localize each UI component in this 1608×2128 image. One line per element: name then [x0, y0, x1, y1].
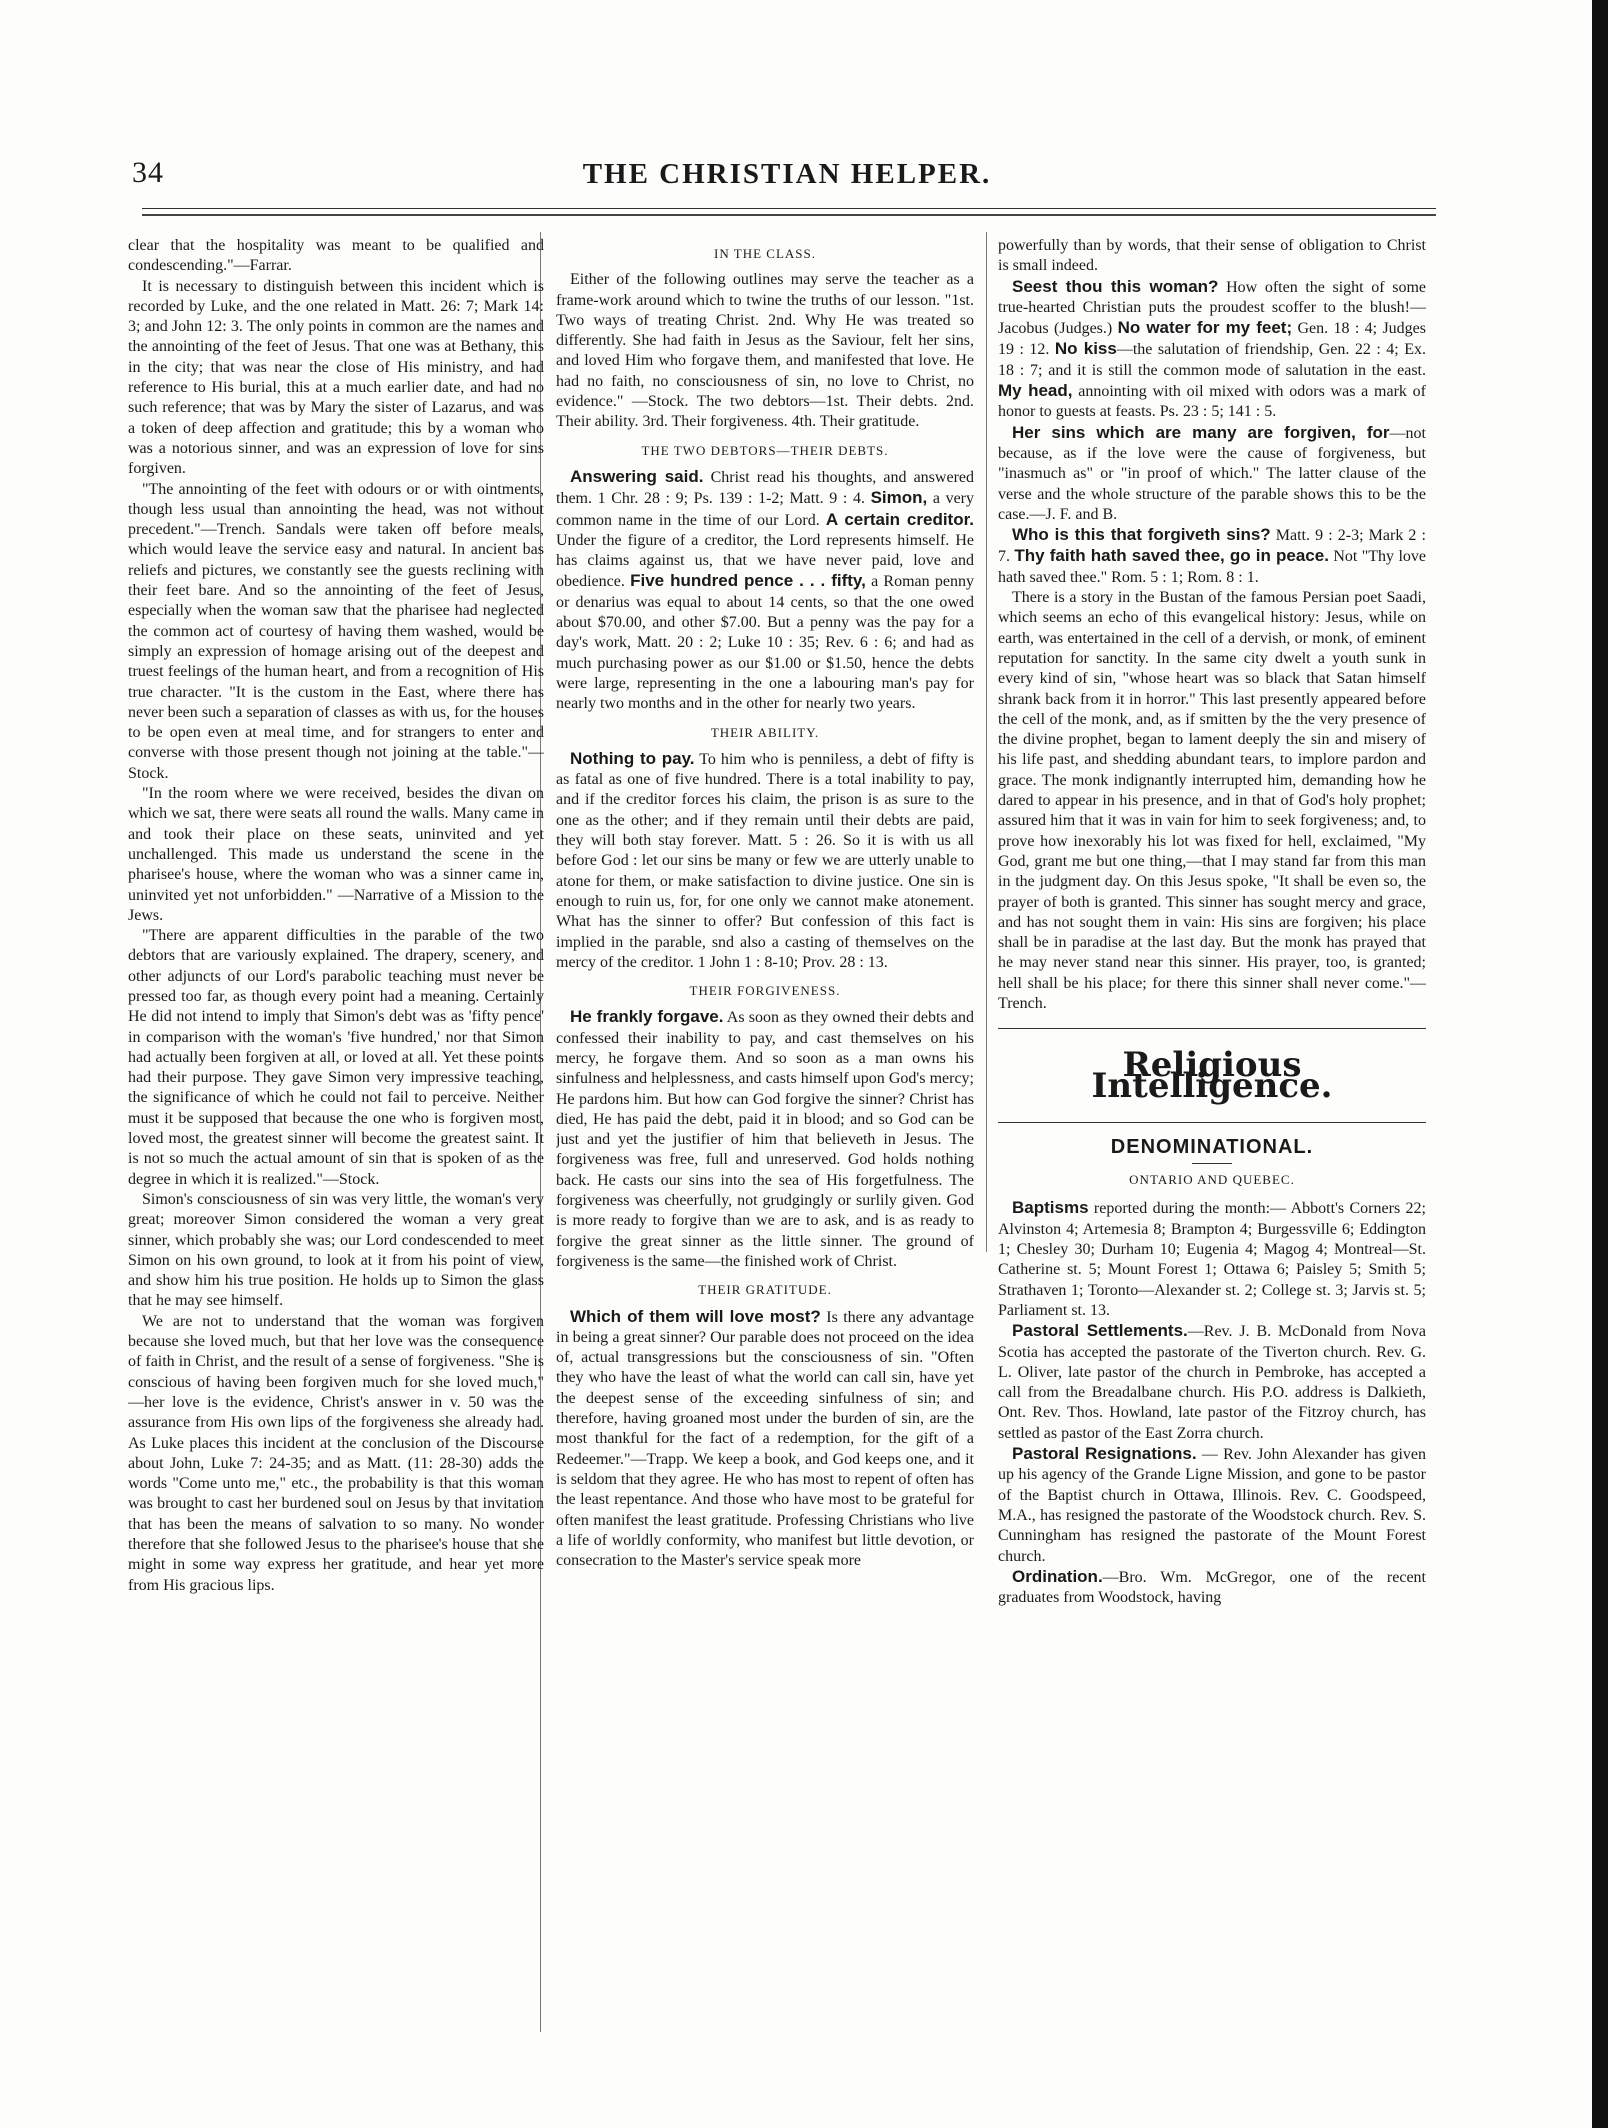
- column-2: [556, 236, 974, 2066]
- paragraph: There is a story in the Bustan of the famous Persian poet Saadi, which seems an echo of this evangelical history: Jesus, while on earth, was entertained in the cell of a dervish, or monk, of eminent reputation for sanctity. In the same city dwelt a youth sunk in every kind of sin, "whose heart was so black that Satan himself shrank back from it in horror." This last presently appeared before the cell of the monk, and, as if smitten by the the very presence of the divine prophet, began to lament deeply the sin and misery of his life past, and shedding abundant tears, to implore pardon and grace. The monk indignantly interrupted him, demanding how he dared to appear in his presence, and in that of God's holy prophet; assured him that it was in vain for him to seek forgiveness; and, to prove how inexorably his lot was fixed for hell, exclaimed, "My God, grant me but one thing,—that I may stand far from this man in the judgment day. On this Jesus spoke, "It shall be even so, the prayer of both is granted. This sinner has sought mercy and grace, and has not sought them in vain: His sins are forgiven; his place shall be in paradise at the last day. But the monk has prayed that he may never stand near this sinner. His prayer, too, is granted; hell shall be his place; for there this sinner shall never come."—Trench.: [998, 589, 1426, 1012]
- lead-phrase: Answering said.: [570, 466, 704, 486]
- paragraph: "There are apparent difficulties in the parable of the two debtors that are variously explained. The drapery, scenery, and other adjuncts of our Lord's parabolic teaching must never be pressed too far, as though every point had a meaning. Certainly He did not intend to imply that Simon's debt was as 'fifty pence' in comparison with the woman's 'five hundred,' nor that Simon had actually been forgiven at all, or loved at all. Yet these points had their purpose. They gave Simon very impressive teaching, the significance of which he could not fail to perceive. Neither must it be supposed that because the one who is forgiven most, loved most, the greatest sinner will become the greatest saint. It is not so much the actual amount of sin that is spoken of as the degree in which it is realized."—Stock.: [128, 927, 544, 1188]
- paragraph: [998, 423, 1426, 525]
- lead-phrase: Nothing to pay.: [570, 748, 695, 768]
- page-header: [132, 156, 1442, 196]
- lead-phrase: Thy faith hath saved thee, go in peace.: [1014, 546, 1329, 566]
- paragraph: It is necessary to distinguish between this incident which is recorded by Luke, and the one related in Matt. 26: 7; Mark 14: 3; and John 12: 3. The only points in common are the names and the annointing of the feet of Jesus. That one was at Bethany, this in the city; that was near the close of His ministry, and had reference to His burial, this at a much earlier date, and had no such reference; that was by Mary the sister of Lazarus, and was a token of deep affection and gratitude; this by a woman who was a notorious sinner, and was an expression of love for sins forgiven.: [128, 277, 544, 478]
- region-heading: ONTARIO AND QUEBEC.: [1129, 1172, 1295, 1188]
- text-run: — Rev. John Alexander has given up his agency of the Grande Ligne Mission, and gone to be pastor of the Baptist church in Ottawa, Illinois. Rev. C. Goodspeed, M.A., has resigned the pastorate of the Woodstock church. Rev. S. Cunningham has resigned the pastorate of the Mount Forest church.: [998, 1446, 1426, 1565]
- lead-phrase: No kiss: [1054, 339, 1117, 359]
- text-run: —the salutation of friendship, Gen. 22 : 4; Ex. 18 : 7; and it is still the common mode of salutation in the east.: [998, 341, 1426, 379]
- paragraph: [556, 749, 974, 973]
- text-run: —Bro. Wm. McGregor, one of the recent graduates from Woodstock, having: [998, 1568, 1426, 1607]
- paragraph: "The annointing of the feet with odours or or with ointments, though less usual than annointing the head, was not without precedent."—Trench. Sandals were taken off before meals, which would leave the service easy and natural. In ancient bas reliefs and pictures, we constantly see the guests reclining with their feet bare. And so the annointing of the feet of Jesus, especially when the woman saw that the pharisee had neglected the common act of courtesy of having them washed, would be simply an expression of homage arising out of the deepest and truest feelings of the human heart, and from a recognition of His true character. "It is the custom in the East, where there has never been such a separation of classes as with us, for the houses to be open even at meal time, and for strangers to enter and converse with those present though not joining at the table."—Stock.: [128, 480, 544, 782]
- scan-edge: [1592, 0, 1608, 2128]
- subsection-heading: DENOMINATIONAL.: [1110, 1135, 1314, 1158]
- lead-phrase: Her sins which are many are forgiven, for: [1012, 422, 1390, 442]
- text-run: Not "Thy love hath saved thee." Rom. 5 : 1; Rom. 8 : 1.: [998, 548, 1426, 586]
- text-run: —not because, as if the love were the cause of forgiveness, but "inasmuch as" or "in proof of which." The latter clause of the verse and the whole structure of the parable shows this to be the case.—J. F. and B.: [998, 424, 1426, 523]
- lead-phrase: He frankly forgave.: [570, 1007, 724, 1027]
- lead-phrase: Simon,: [870, 488, 928, 508]
- paragraph: [998, 1198, 1426, 1321]
- paragraph: [998, 1444, 1426, 1567]
- paragraph: [998, 1321, 1426, 1444]
- text-run: Gen. 18 : 4; Judges 19 : 12.: [998, 320, 1426, 359]
- paragraph: powerfully than by words, that their sense of obligation to Christ is small indeed.: [998, 237, 1426, 275]
- paragraph: [998, 277, 1426, 423]
- lead-phrase: Baptisms: [1012, 1198, 1089, 1218]
- text-run: reported during the month:— Abbott's Corners 22; Alvinston 4; Artemesia 8; Brampton 4; Burgessville 6; Eddington 1; Chesley 30; Durham 10; Eugenia 4; Magog 4; Montreal—St. Catherine st. 5; Mount Forest 1; Ottawa 6; Paisley 5; Smith 5; Strathaven 1; Toronto—Alexander st. 2; College st. 3; Jarvis st. 5; Parliament st. 13.: [998, 1200, 1426, 1319]
- lead-phrase: Ordination.: [1012, 1566, 1103, 1586]
- text-run: To him who is penniless, a debt of fifty is as fatal as one of five hundred. There is a total inability to pay, and if the creditor forces his claim, the prison is as sure to the one as the other; and if they remain until their debts are paid, they will both stay forever. Matt. 5 : 26. So it is with us all before God : let our sins be many or few we are utterly unable to atone for them, or make satisfaction to divine justice. One sin is enough to ruin us, for, for one only we cannot make atonement. What has the sinner to offer? But confession of this fact is implied in the parable, snd also a casting of themselves on the mercy of the creditor. 1 John 1 : 8-10; Prov. 28 : 13.: [556, 750, 974, 971]
- lead-phrase: Who is this that forgiveth sins?: [1012, 525, 1271, 545]
- paragraph: [556, 1007, 974, 1272]
- running-title: THE CHRISTIAN HELPER.: [582, 158, 992, 190]
- section-heading: THE TWO DEBTORS—THEIR DEBTS.: [641, 442, 889, 458]
- text-run: Is there any advantage in being a great sinner? Our parable does not proceed on the idea of, actual transgressions but the consciousness of sin. "Often they who have the least of what the world can call sin, have yet the deepest sense of the exceeding sinfulness of sin; and therefore, having groaned most under the burden of sin, are the most thankful for the fact of a redemption, for the gift of a Redeemer."—Trapp. We keep a book, and God keeps one, and it is seldom that they agree. He who has most to repent of often has the least repentance. And those who have most to be grateful for often manifest the least gratitude. Professing Christians who live a life of worldly conformity, who manifest but little devotion, or consecration to the Master's service speak more: [556, 1308, 974, 1570]
- header-rule-double: [142, 214, 1436, 216]
- paragraph: [556, 467, 974, 715]
- paragraph: [556, 1307, 974, 1572]
- lead-phrase: My head,: [998, 381, 1073, 401]
- section-heading: THEIR FORGIVENESS.: [689, 983, 841, 999]
- lead-phrase: No water for my feet;: [1117, 318, 1293, 338]
- column-1: [128, 236, 544, 2066]
- paragraph: clear that the hospitality was meant to be qualified and condescending."—Farrar.: [128, 237, 544, 275]
- section-rule: [998, 1122, 1426, 1123]
- paragraph: [998, 525, 1426, 588]
- text-run: a Roman penny or denarius was equal to about 14 cents, so that the one owed about $70.00, and other $7.00. But a penny was the pay for a day's work, Matt. 20 : 2; Luke 10 : 35; Rev. 6 : 6; and had as much purchasing power as our $1.00 or $1.50, hence the debts were large, representing in the one a labouring man's pay for nearly two months and in the other for nearly two years.: [556, 573, 974, 713]
- lead-phrase: Seest thou this woman?: [1012, 276, 1219, 296]
- text-run: a very common name in the time of our Lord.: [556, 490, 974, 529]
- text-run: As soon as they owned their debts and confessed their inability to pay, and cast themselves on his mercy, he forgave them. And so soon as a man owns his sinfulness and helplessness, and casts himself upon God's mercy; He pardons him. But how can God forgive the sinner? Christ has died, He has paid the debt, paid it in blood; and so God can be just and yet the justifier of him that believeth in Jesus. The forgiveness was free, full and unreserved. God holds nothing back. He casts our sins into the sea of His forgetfulness. The forgiveness was cheerfully, not grudgingly or surlily given. God is more ready to forgive than we are to ask, and is as ready to forgive the great sinner as the little sinner. The ground of forgiveness is the same—the finished work of Christ.: [556, 1009, 974, 1270]
- section-heading: THEIR GRATITUDE.: [698, 1282, 832, 1298]
- text-run: Under the figure of a creditor, the Lord represents himself. He has claims against us, that we have never paid, love and obedience.: [556, 531, 974, 591]
- text-run: Matt. 9 : 2-3; Mark 2 : 7.: [998, 527, 1426, 566]
- text-run: How often the sight of some true-hearted Christian puts the proudest scoffer to the blush!—Jacobus (Judges.): [998, 278, 1426, 338]
- paragraph: Either of the following outlines may serve the teacher as a frame-work around which to twine the truths of our lesson. "1st. Two ways of treating Christ. 2nd. Why He was treated so differently. She had faith in Jesus as the Saviour, felt her sins, and loved Him who forgave them, and manifested that love. He had no faith, no consciousness of sin, no love to Christ, no evidence." —Stock. The two debtors—1st. Their debts. 2nd. Their ability. 3rd. Their forgiveness. 4th. Their gratitude.: [556, 271, 974, 431]
- lead-phrase: Five hundred pence . . . fifty,: [630, 571, 866, 591]
- section-heading: IN THE CLASS.: [714, 246, 816, 261]
- short-rule: [1192, 1163, 1232, 1164]
- section-heading: THEIR ABILITY.: [710, 724, 820, 740]
- paragraph: We are not to understand that the woman was forgiven because she loved much, but that her love was the consequence of faith in Christ, and the result of a sense of forgiveness. "She is conscious of having been forgiven much for she loved much," —her love is the evidence, Christ's answer in v. 50 was the assurance from His own lips of the forgiveness she already had. As Luke places this incident at the conclusion of the Discourse about John, Luke 7: 24-35; and as Matt. (11: 28-30) adds the words "Come unto me," etc., the probability is that this woman was brought to cast her burdened soul on Jesus by that invitation that has been the means of salvation to so many. No wonder therefore that she followed Jesus to the pharisee's house that she might in some way express her gratitude, and hear yet more from His gracious lips.: [128, 1312, 544, 1594]
- text-run: —Rev. J. B. McDonald from Nova Scotia has accepted the pastorate of the Tiverton church. Rev. G. L. Oliver, late pastor of the church in Pembroke, has accepted a call from the Breadalbane church. His P.O. address is Dalkieth, Ont. Rev. Thos. Howland, late pastor of the Fitzroy church, has settled as pastor of the East Zorra church.: [998, 1323, 1426, 1442]
- lead-phrase: Which of them will love most?: [570, 1306, 821, 1326]
- paragraph: Simon's consciousness of sin was very little, the woman's very great; moreover Simon considered the woman a very great sinner, which probably she was; our Lord condescended to meet Simon on his own ground, to look at it from his point of view, and show him his true position. He holds up to Simon the glass that he may see himself.: [128, 1190, 544, 1310]
- paragraph: [998, 1567, 1426, 1609]
- paragraph: "In the room where we were received, besides the divan on which we sat, there were seats all round the walls. Many came in and took their place on these seats, uninvited and yet unchallenged. This made us understand the scene in the pharisee's house, where the woman who was a sinner came in, uninvited yet not unforbidden." —Narrative of a Mission to the Jews.: [128, 785, 544, 924]
- lead-phrase: A certain creditor.: [825, 509, 974, 529]
- lead-phrase: Pastoral Resignations.: [1012, 1444, 1197, 1464]
- section-rule: [998, 1028, 1426, 1029]
- section-title: Religious Intelligence.: [1091, 1045, 1333, 1106]
- lead-phrase: Pastoral Settlements.: [1012, 1321, 1188, 1341]
- page-number: 34: [132, 156, 164, 189]
- column-3: [998, 236, 1426, 2066]
- text-run: Christ read his thoughts, and answered them. 1 Chr. 28 : 9; Ps. 139 : 1-2; Matt. 9 : 4.: [556, 468, 974, 508]
- column-divider-2: [986, 232, 987, 1252]
- text-run: annointing with oil mixed with odors was a mark of honor to guests at feasts. Ps. 23 : 5; 141 : 5.: [998, 383, 1426, 421]
- header-rule: [142, 208, 1436, 209]
